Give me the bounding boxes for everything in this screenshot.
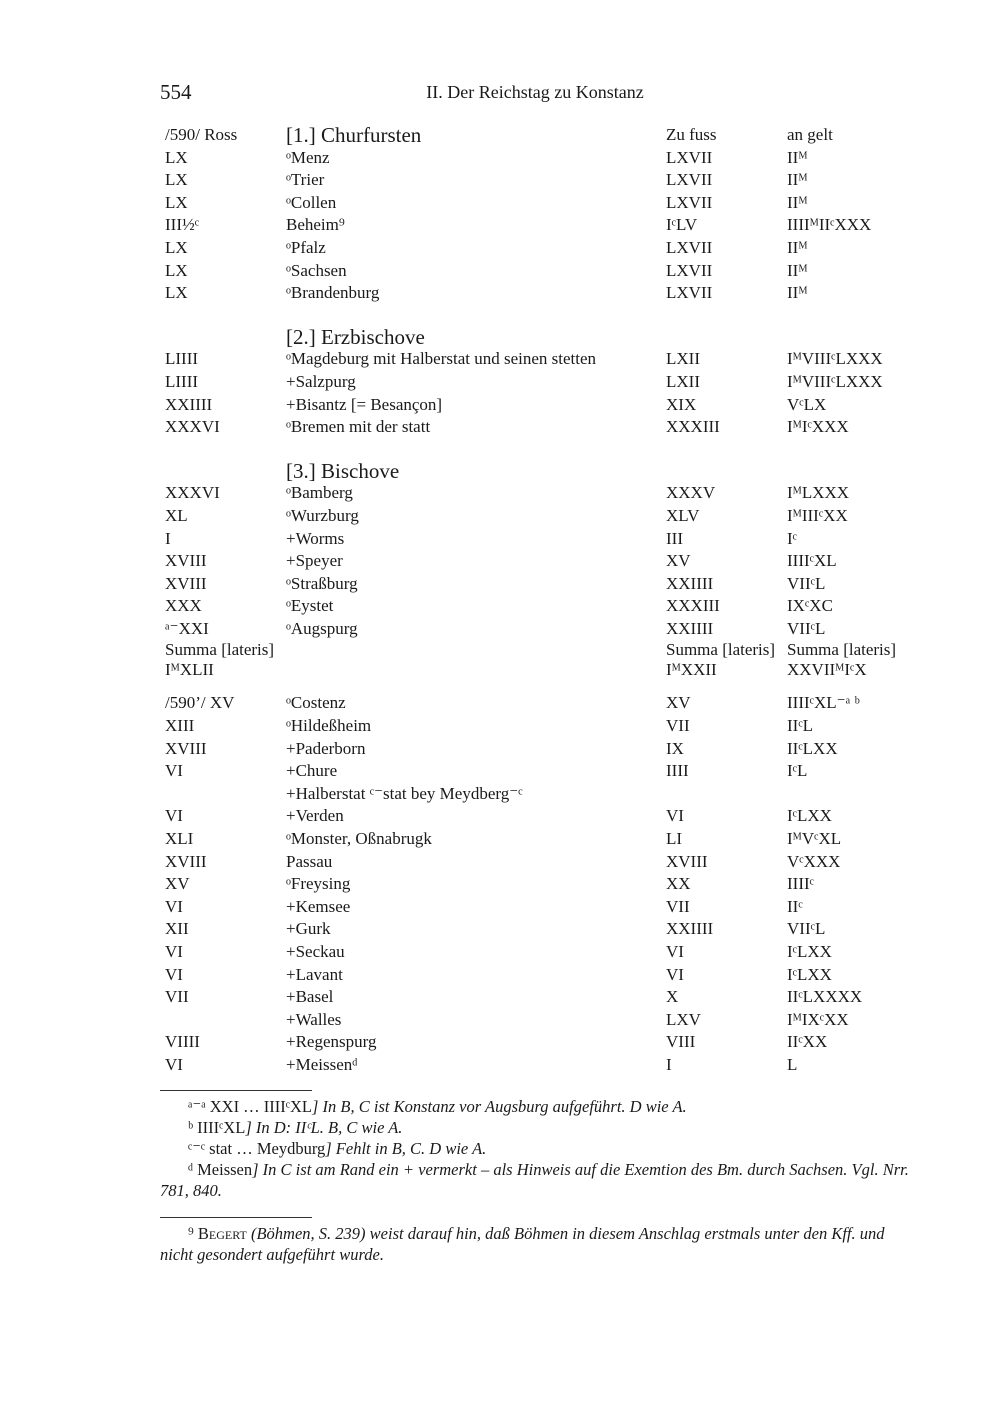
table-row bbox=[165, 394, 925, 417]
cell-estate: +Regenspurg bbox=[286, 1032, 377, 1052]
cell-estate: +Gurk bbox=[286, 919, 331, 939]
cell-zu-fuss: LXVII bbox=[666, 237, 713, 257]
cell-gelt: IᴹIᶜXXX bbox=[787, 417, 849, 437]
cell-estate: +Bisantz [= Besançon] bbox=[286, 394, 443, 414]
assessment-table bbox=[165, 124, 925, 1077]
cell-gelt: IXᶜXC bbox=[787, 596, 833, 616]
cell-ross: VI bbox=[165, 806, 183, 826]
cell-zu-fuss: XVIII bbox=[666, 851, 708, 871]
cell-ross: LIIII bbox=[165, 349, 199, 369]
sum-value: IᴹXXII bbox=[666, 660, 717, 680]
cell-zu-fuss: XX bbox=[666, 874, 691, 894]
cell-ross: XL bbox=[165, 505, 188, 525]
page-header bbox=[160, 80, 910, 106]
cell-zu-fuss: LXII bbox=[666, 349, 700, 369]
cell-estate: Beheim⁹ bbox=[286, 215, 345, 235]
footnote bbox=[160, 1138, 912, 1159]
table-row bbox=[165, 918, 925, 941]
table-row bbox=[165, 147, 925, 170]
cell-ross: VI bbox=[165, 964, 183, 984]
footnote-mark: ᵇ bbox=[188, 1118, 194, 1137]
note-rule bbox=[160, 1217, 312, 1218]
table-row bbox=[165, 371, 925, 394]
cell-zu-fuss: VI bbox=[666, 806, 684, 826]
note-text: (Böhmen, S. 239) weist darauf hin, daß Böhmen in diesem Anschlag erstmals unter den Kff. und nicht gesondert aufgeführt wurde. bbox=[160, 1224, 885, 1264]
apparatus-footnotes bbox=[160, 1090, 912, 1265]
cell-estate: ᵒHildeßheim bbox=[286, 716, 372, 736]
cell-gelt: L bbox=[787, 1054, 798, 1074]
cell-ross: XVIII bbox=[165, 551, 207, 571]
cell-estate: +Basel bbox=[286, 987, 334, 1007]
table-row bbox=[165, 416, 925, 439]
cell-gelt: IᶜLXX bbox=[787, 964, 832, 984]
footnote-mark: ᶜ⁻ᶜ bbox=[188, 1139, 206, 1158]
cell-ross: XVIII bbox=[165, 573, 207, 593]
cell-zu-fuss: XXXV bbox=[666, 483, 716, 503]
cell-estate: ᵒFreysing bbox=[286, 874, 351, 894]
table-row bbox=[165, 214, 925, 237]
table-row bbox=[165, 482, 925, 505]
section-heading-row bbox=[165, 326, 925, 349]
cell-gelt: IᴹIXᶜXX bbox=[787, 1009, 849, 1029]
cell-gelt: an gelt bbox=[787, 125, 833, 144]
sum-label: Summa [lateris] bbox=[666, 640, 776, 660]
sum-cell bbox=[787, 640, 896, 680]
cell-gelt: IIᴹ bbox=[787, 260, 808, 280]
note-author: Begert bbox=[197, 1224, 247, 1243]
cell-gelt: VᶜXXX bbox=[787, 851, 841, 871]
cell-zu-fuss: XIX bbox=[666, 394, 697, 414]
cell-estate: Passau bbox=[286, 851, 333, 871]
row-gap bbox=[165, 305, 925, 326]
section-heading-row bbox=[165, 124, 925, 147]
cell-gelt: IIᴹ bbox=[787, 170, 808, 190]
section-heading-row bbox=[165, 460, 925, 483]
cell-estate: +Chure bbox=[286, 761, 338, 781]
note-mark: ⁹ bbox=[188, 1224, 194, 1243]
cell-zu-fuss: XLV bbox=[666, 505, 700, 525]
footnote-text: ] In C ist am Rand ein + vermerkt – als Hinweis auf die Exemtion des Bm. durch Sachsen. Vgl. Nrr. 781, 840. bbox=[160, 1160, 909, 1200]
cell-estate: ᵒAugspurg bbox=[286, 618, 358, 638]
cell-zu-fuss: X bbox=[666, 987, 679, 1007]
footnote-mark: ᵃ⁻ᵃ bbox=[188, 1097, 206, 1116]
cell-zu-fuss: XXIIII bbox=[666, 919, 714, 939]
cell-ross: ᵃ⁻XXI bbox=[165, 618, 209, 638]
cell-ross: LIIII bbox=[165, 371, 199, 391]
cell-gelt: IIIIᴹIIᶜXXX bbox=[787, 215, 872, 235]
cell-ross: VI bbox=[165, 942, 183, 961]
cell-ross: VI bbox=[165, 761, 183, 781]
cell-estate: +Salzpurg bbox=[286, 371, 356, 391]
cell-gelt: IᴹVIIIᶜLXXX bbox=[787, 349, 883, 369]
cell-estate: ᵒCollen bbox=[286, 192, 337, 212]
sum-cell bbox=[165, 640, 274, 680]
footnote-lemma: stat … Meydburg bbox=[209, 1139, 326, 1158]
cell-gelt: IIIIᶜ bbox=[787, 874, 814, 894]
sum-value: IᴹXLII bbox=[165, 660, 214, 680]
footnote-mark: ᵈ bbox=[188, 1160, 194, 1179]
table-row bbox=[165, 760, 925, 783]
cell-ross: XII bbox=[165, 919, 189, 939]
cell-zu-fuss: XXXIII bbox=[666, 417, 720, 437]
cell-estate: ᵒMagdeburg mit Halberstat und seinen stetten bbox=[286, 349, 597, 369]
cell-ross: LX bbox=[165, 260, 188, 280]
section-heading: [1.] Churfursten bbox=[286, 123, 422, 147]
cell-zu-fuss: Zu fuss bbox=[666, 125, 717, 144]
footnote-text: ] In D: IIᶜL. B, C wie A. bbox=[245, 1118, 403, 1137]
cell-estate: ᵒSachsen bbox=[286, 260, 347, 280]
table-row bbox=[165, 873, 925, 896]
table-row bbox=[165, 986, 925, 1009]
cell-zu-fuss: LXVII bbox=[666, 260, 713, 280]
cell-gelt: VIIᶜL bbox=[787, 919, 826, 939]
cell-gelt: IIᶜLXXXX bbox=[787, 987, 863, 1007]
cell-ross: VI bbox=[165, 896, 183, 916]
cell-ross: VII bbox=[165, 987, 189, 1007]
cell-ross: XVIII bbox=[165, 851, 207, 871]
cell-estate: +Verden bbox=[286, 806, 344, 826]
cell-ross: XVIII bbox=[165, 738, 207, 758]
table-row bbox=[165, 595, 925, 618]
row-gap bbox=[165, 684, 925, 692]
cell-estate: ᵒBamberg bbox=[286, 483, 353, 503]
table-row bbox=[165, 896, 925, 919]
table-row bbox=[165, 169, 925, 192]
cell-ross: LX bbox=[165, 283, 188, 303]
footnote-lemma: Meissen bbox=[197, 1160, 253, 1179]
table-row bbox=[165, 573, 925, 596]
table-row bbox=[165, 1054, 925, 1077]
cell-zu-fuss: LXV bbox=[666, 1009, 701, 1029]
cell-zu-fuss: XV bbox=[666, 551, 691, 571]
cell-ross: XV bbox=[165, 874, 190, 894]
cell-estate: ᵒMenz bbox=[286, 147, 330, 167]
cell-estate: ᵒPfalz bbox=[286, 237, 326, 257]
cell-gelt: IᴹVᶜXL bbox=[787, 829, 842, 849]
cell-estate: +Kemsee bbox=[286, 896, 351, 916]
cell-estate: ᵒCostenz bbox=[286, 693, 346, 713]
footnote-lemma: IIIIᶜXL bbox=[197, 1118, 246, 1137]
cell-gelt: IIIIᶜXL⁻ᵃ ᵇ bbox=[787, 693, 860, 713]
footnote bbox=[160, 1117, 912, 1138]
cell-gelt: IIᶜ bbox=[787, 896, 803, 916]
cell-gelt: IᴹIIIᶜXX bbox=[787, 505, 848, 525]
cell-ross: LX bbox=[165, 237, 188, 257]
cell-gelt: IIᶜL bbox=[787, 716, 814, 736]
table-row bbox=[165, 783, 925, 806]
table-row bbox=[165, 1009, 925, 1032]
cell-gelt: IIᴹ bbox=[787, 237, 808, 257]
cell-ross: XXX bbox=[165, 596, 202, 616]
cell-estate: +Seckau bbox=[286, 942, 345, 961]
cell-zu-fuss: LI bbox=[666, 829, 683, 849]
footnote bbox=[160, 1096, 912, 1117]
cell-gelt: IIIIᶜXL bbox=[787, 551, 837, 571]
cell-zu-fuss: XXXIII bbox=[666, 596, 720, 616]
cell-ross: VI bbox=[165, 1054, 183, 1074]
footnote-text: ] Fehlt in B, C. D wie A. bbox=[325, 1139, 487, 1158]
cell-zu-fuss: LXII bbox=[666, 371, 700, 391]
cell-zu-fuss: VII bbox=[666, 716, 690, 736]
cell-estate: +Worms bbox=[286, 528, 345, 548]
table-row bbox=[165, 964, 925, 987]
table-row bbox=[165, 805, 925, 828]
cell-estate: +Paderborn bbox=[286, 738, 366, 758]
cell-ross: I bbox=[165, 528, 171, 548]
table-row bbox=[165, 851, 925, 874]
cell-gelt: IᶜLXX bbox=[787, 942, 832, 961]
table-row bbox=[165, 505, 925, 528]
table-row bbox=[165, 828, 925, 851]
cell-estate: +Speyer bbox=[286, 551, 343, 571]
cell-estate: +Halberstat ᶜ⁻stat bey Meydberg⁻ᶜ bbox=[286, 783, 523, 803]
footnote-rule bbox=[160, 1090, 312, 1091]
cell-gelt: VIIᶜL bbox=[787, 573, 826, 593]
cell-gelt: IIᶜLXX bbox=[787, 738, 838, 758]
cell-estate: ᵒTrier bbox=[286, 170, 325, 190]
table-row bbox=[165, 348, 925, 371]
sum-cell bbox=[666, 640, 775, 680]
page-number: 554 bbox=[160, 80, 192, 104]
cell-estate: +Lavant bbox=[286, 964, 343, 984]
cell-gelt: IᴹVIIIᶜLXXX bbox=[787, 371, 883, 391]
cell-zu-fuss: LXVII bbox=[666, 170, 713, 190]
cell-gelt: IIᶜXX bbox=[787, 1032, 828, 1052]
cell-estate: +Meissenᵈ bbox=[286, 1054, 358, 1074]
cell-zu-fuss: XXIIII bbox=[666, 573, 714, 593]
cell-zu-fuss: VI bbox=[666, 942, 684, 961]
cell-zu-fuss: IᶜLV bbox=[666, 215, 698, 235]
running-title: II. Der Reichstag zu Konstanz bbox=[426, 82, 644, 102]
cell-estate: ᵒMonster, Oßnabrugk bbox=[286, 829, 432, 849]
table-row bbox=[165, 192, 925, 215]
row-gap bbox=[165, 439, 925, 460]
cell-ross: LX bbox=[165, 170, 188, 190]
cell-gelt: IIᴹ bbox=[787, 283, 808, 303]
cell-ross: XLI bbox=[165, 829, 194, 849]
cell-ross: LX bbox=[165, 147, 188, 167]
commentary-note bbox=[160, 1223, 912, 1265]
cell-zu-fuss: LXVII bbox=[666, 283, 713, 303]
cell-ross: XIII bbox=[165, 716, 195, 736]
cell-ross: XXXVI bbox=[165, 483, 220, 503]
cell-ross: /590/ Ross bbox=[165, 125, 238, 144]
table-row bbox=[165, 738, 925, 761]
cell-gelt: VIIᶜL bbox=[787, 618, 826, 638]
cell-estate: ᵒBremen mit der statt bbox=[286, 417, 431, 437]
cell-zu-fuss: LXVII bbox=[666, 192, 713, 212]
cell-gelt: Iᶜ bbox=[787, 528, 798, 548]
cell-ross: LX bbox=[165, 192, 188, 212]
table-row bbox=[165, 618, 925, 641]
cell-estate: ᵒStraßburg bbox=[286, 573, 358, 593]
cell-estate: ᵒEystet bbox=[286, 596, 334, 616]
cell-gelt: VᶜLX bbox=[787, 394, 827, 414]
cell-zu-fuss: LXVII bbox=[666, 147, 713, 167]
cell-zu-fuss: IIII bbox=[666, 761, 689, 781]
cell-zu-fuss: IX bbox=[666, 738, 684, 758]
cell-zu-fuss: XV bbox=[666, 693, 691, 713]
cell-ross: XXIIII bbox=[165, 394, 213, 414]
sum-label: Summa [lateris] bbox=[165, 640, 275, 660]
cell-zu-fuss: I bbox=[666, 1054, 672, 1074]
table-row bbox=[165, 282, 925, 305]
cell-ross: /590’/ XV bbox=[165, 693, 235, 713]
cell-ross: VIIII bbox=[165, 1032, 200, 1052]
cell-zu-fuss: VI bbox=[666, 964, 684, 984]
cell-zu-fuss: VIII bbox=[666, 1032, 696, 1052]
table-row bbox=[165, 260, 925, 283]
sum-value: XXVIIᴹIᶜX bbox=[787, 660, 867, 680]
cell-zu-fuss: VII bbox=[666, 896, 690, 916]
sum-row bbox=[165, 640, 925, 684]
footnote-text: ] In B, C ist Konstanz vor Augsburg aufgeführt. D wie A. bbox=[312, 1097, 687, 1116]
footnote bbox=[160, 1159, 912, 1201]
cell-estate: +Walles bbox=[286, 1009, 342, 1029]
table-row bbox=[165, 692, 925, 715]
table-row bbox=[165, 1031, 925, 1054]
cell-zu-fuss: XXIIII bbox=[666, 618, 714, 638]
cell-gelt: IᴹLXXX bbox=[787, 483, 850, 503]
cell-gelt: IIᴹ bbox=[787, 192, 808, 212]
cell-ross: III½ᶜ bbox=[165, 215, 200, 235]
table-row bbox=[165, 715, 925, 738]
section-heading: [2.] Erzbischove bbox=[286, 324, 425, 349]
table-row bbox=[165, 528, 925, 551]
cell-ross: XXXVI bbox=[165, 417, 220, 437]
cell-estate: ᵒBrandenburg bbox=[286, 283, 380, 303]
cell-gelt: IᶜLXX bbox=[787, 806, 832, 826]
cell-gelt: IIᴹ bbox=[787, 147, 808, 167]
footnote-lemma: XXI … IIIIᶜXL bbox=[209, 1097, 313, 1116]
cell-gelt: IᶜL bbox=[787, 761, 808, 781]
table-row bbox=[165, 237, 925, 260]
cell-zu-fuss: III bbox=[666, 528, 683, 548]
table-row bbox=[165, 941, 925, 964]
table-row bbox=[165, 550, 925, 573]
section-heading: [3.] Bischove bbox=[286, 458, 400, 483]
cell-estate: ᵒWurzburg bbox=[286, 505, 359, 525]
sum-label: Summa [lateris] bbox=[787, 640, 897, 660]
